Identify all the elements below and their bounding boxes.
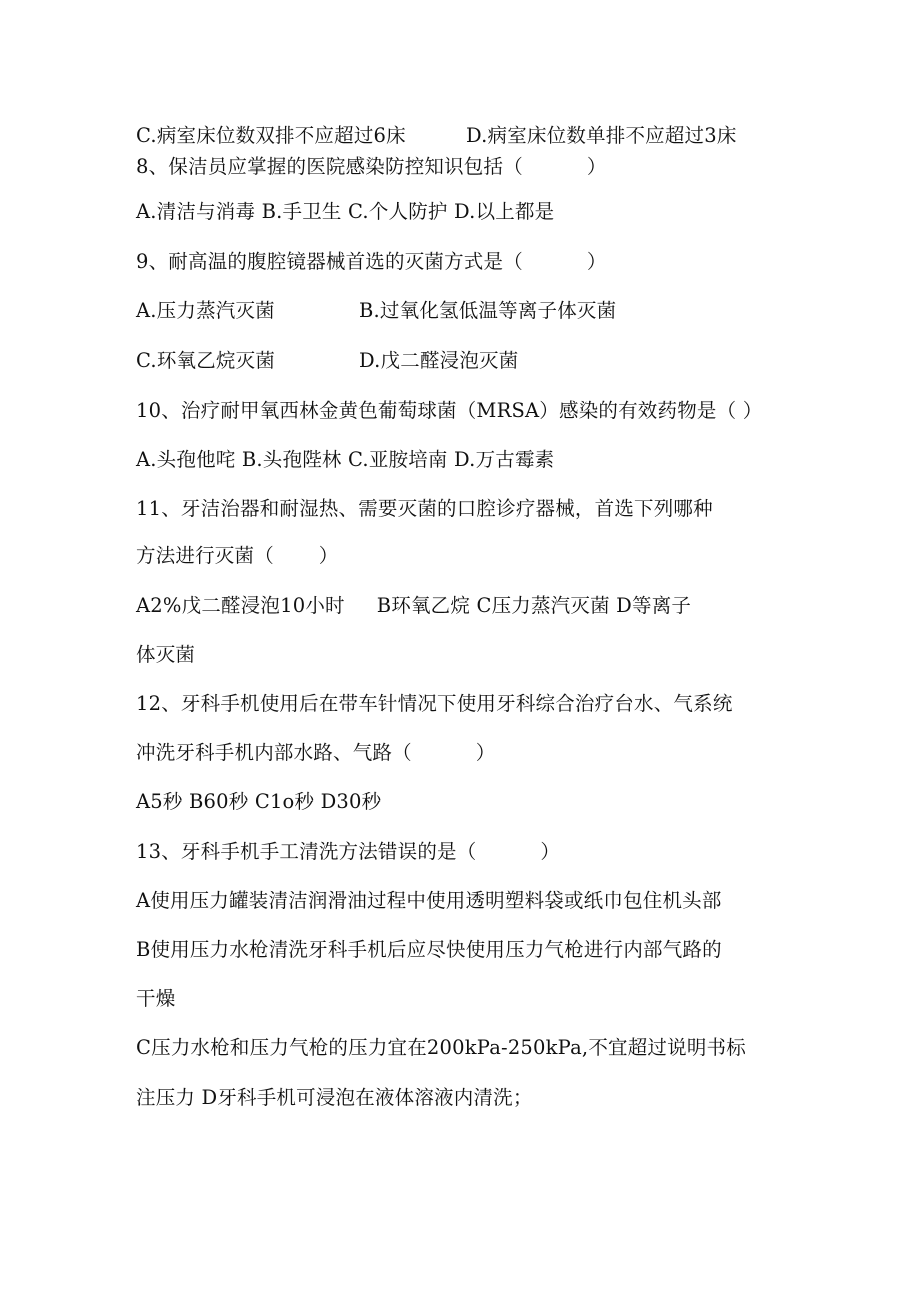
q13-option-c-line1: C压力水枪和压力气枪的压力宜在200kPa-250kPa,不宜超过说明书标 [136,1036,746,1059]
q13-option-c-line2: 注压力 D牙科手机可浸泡在液体溶液内清洗； [136,1086,533,1109]
q13-option-b-line1: B使用压力水枪清洗牙科手机后应尽快使用压力气枪进行内部气路的 [136,938,722,961]
q10-options: A.头孢他咤 B.头孢陛林 C.亚胺培南 D.万古霉素 [136,448,555,471]
q11-options-line1: A2%戊二醛浸泡10小时 B环氧乙烷 C压力蒸汽灭菌 D等离子 [136,594,692,617]
q12-stem-line1: 12、牙科手机使用后在带车针情况下使用牙科综合治疗台水、气系统 [136,692,733,715]
q9-stem: 9、耐高温的腹腔镜器械首选的灭菌方式是（ ） [136,250,607,273]
q11-stem-line2: 方法进行灭菌（ ） [136,544,339,567]
q13-option-b-line2: 干燥 [136,987,176,1010]
q8-options: A.清洁与消毒 B.手卫生 C.个人防护 D.以上都是 [136,200,555,223]
q13-option-a: A使用压力罐装清洁润滑油过程中使用透明塑料袋或纸巾包住机头部 [136,889,722,912]
q7-option-d: D.病室床位数单排不应超过3床 [466,124,737,147]
q9-option-a: A.压力蒸汽灭菌 [136,299,275,322]
q8-stem: 8、保洁员应掌握的医院感染防控知识包括（ ） [136,155,607,178]
q10-stem: 10、治疗耐甲氧西林金黄色葡萄球菌（MRSA）感染的有效药物是（ ） [136,399,763,422]
q12-options: A5秒 B60秒 C1o秒 D30秒 [136,790,382,813]
q9-option-d: D.戊二醛浸泡灭菌 [359,349,519,372]
q11-stem-line1: 11、牙洁治器和耐湿热、需要灭菌的口腔诊疗器械，首选下列哪种 [136,497,713,520]
q7-option-c: C.病室床位数双排不应超过6床 [136,124,406,147]
q11-options-line2: 体灭菌 [136,643,196,666]
q9-option-b: B.过氧化氢低温等离子体灭菌 [359,299,617,322]
q9-option-c: C.环氧乙烷灭菌 [136,349,276,372]
q13-stem: 13、牙科手机手工清洗方法错误的是（ ） [136,840,561,863]
q12-stem-line2: 冲洗牙科手机内部水路、气路（ ） [136,741,496,764]
